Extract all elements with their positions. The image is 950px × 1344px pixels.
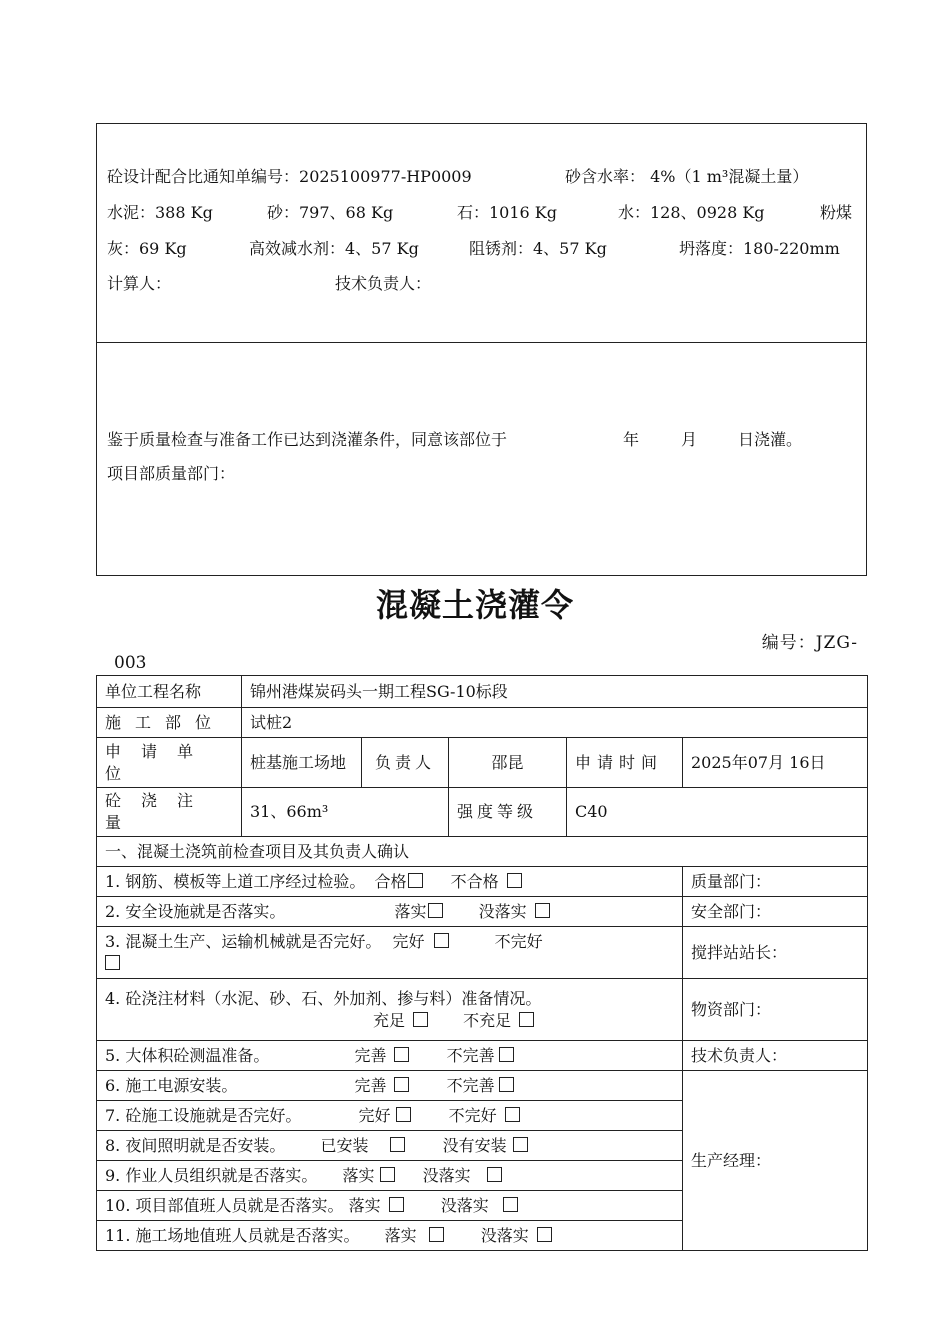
water-reducer-amount: 高效减水剂：4、57 Kg xyxy=(249,239,419,258)
check-item-8 xyxy=(97,1131,683,1161)
approval-text: 鉴于质量检查与准备工作已达到浇灌条件，同意该部位于 xyxy=(107,430,508,449)
unit-project-value: 锦州港煤炭码头一期工程SG-10标段 xyxy=(242,676,868,708)
check-item-2 xyxy=(97,897,683,927)
check-item-4 xyxy=(97,979,683,1041)
option-complete-label: 完善 xyxy=(354,1075,387,1095)
apply-unit-label-text: 申请单位 xyxy=(105,741,214,783)
check-row-3 xyxy=(97,927,868,979)
slump-range: 坍落度：180-220mm xyxy=(679,239,840,258)
cement-amount: 水泥：388 Kg xyxy=(107,203,213,222)
check-item-text: 11. 施工场地值班人员就是否落实。 xyxy=(105,1225,360,1245)
person-label: 负责人 xyxy=(362,738,449,788)
volume-value: 31、66m³ xyxy=(242,788,449,837)
apply-unit-label xyxy=(97,738,242,788)
flyash-label-a: 粉煤 xyxy=(820,203,853,222)
option-complete-label: 完善 xyxy=(354,1045,387,1065)
check-row-1 xyxy=(97,867,868,897)
part-label xyxy=(97,708,242,738)
complete-checkbox[interactable] xyxy=(394,1077,409,1092)
check-item-text: 7. 砼施工设施就是否完好。 xyxy=(105,1105,302,1125)
stone-amount: 石：1016 Kg xyxy=(457,203,558,222)
option-notdone-label: 没落实 xyxy=(440,1195,489,1215)
incomplete-checkbox[interactable] xyxy=(499,1077,514,1092)
resp-production-manager: 生产经理： xyxy=(683,1071,868,1251)
check-item-11 xyxy=(97,1221,683,1251)
part-label-text: 施工部位 xyxy=(105,712,226,732)
unit-project-label-text xyxy=(105,681,233,703)
good-checkbox[interactable] xyxy=(434,933,449,948)
option-good-label: 完好 xyxy=(358,1105,391,1125)
section-header: 一、混凝土浇筑前检查项目及其负责人确认 xyxy=(97,837,868,867)
check-item-9 xyxy=(97,1161,683,1191)
option-sufficient-label: 充足 xyxy=(373,1010,406,1030)
option-fail-label: 不合格 xyxy=(450,871,499,891)
row-application xyxy=(97,738,868,788)
approval-year: 年 xyxy=(623,430,640,449)
check-item-3 xyxy=(97,927,683,979)
check-item-text: 10. 项目部值班人员就是否落实。 xyxy=(105,1195,344,1215)
check-row-4 xyxy=(97,979,868,1041)
option-notgood-label: 不完好 xyxy=(494,931,543,951)
grade-value: C40 xyxy=(567,788,868,837)
option-done-label: 落实 xyxy=(384,1225,417,1245)
option-notgood-label: 不完好 xyxy=(448,1105,497,1125)
document-title: 混凝土浇灌令 xyxy=(375,586,574,624)
resp-mixing-station: 搅拌站站长： xyxy=(683,927,868,979)
option-installed-label: 已安装 xyxy=(320,1135,369,1155)
document-code xyxy=(762,628,858,653)
complete-checkbox[interactable] xyxy=(394,1047,409,1062)
check-item-text: 9. 作业人员组织就是否落实。 xyxy=(105,1165,318,1185)
row-section-header xyxy=(97,837,868,867)
option-notdone-label: 没落实 xyxy=(478,901,527,921)
apply-unit-value: 桩基施工场地 xyxy=(242,738,362,788)
good-checkbox[interactable] xyxy=(396,1107,411,1122)
resp-materials-dept: 物资部门： xyxy=(683,979,868,1041)
option-incomplete-label: 不完善 xyxy=(446,1075,495,1095)
check-row-2 xyxy=(97,897,868,927)
mix-line-1 xyxy=(107,164,472,187)
check-item-6 xyxy=(97,1071,683,1101)
row-volume xyxy=(97,788,868,837)
apply-time-value: 2025年07月 16日 xyxy=(683,738,868,788)
resp-tech-head: 技术负责人： xyxy=(683,1041,868,1071)
check-item-7 xyxy=(97,1101,683,1131)
check-item-text: 1. 钢筋、模板等上道工序经过检验。 xyxy=(105,871,366,891)
check-item-10 xyxy=(97,1191,683,1221)
option-good-label: 完好 xyxy=(392,931,425,951)
label-text: 单位工程名称 xyxy=(105,681,202,701)
notgood-checkbox[interactable] xyxy=(505,1107,520,1122)
pour-order-table xyxy=(96,675,868,1251)
code-prefix: JZG- xyxy=(815,633,858,653)
calculator-label: 计算人： xyxy=(107,274,172,293)
check-item-text: 5. 大体积砼测温准备。 xyxy=(105,1045,270,1065)
unit-project-label xyxy=(97,676,242,708)
person-value: 邵昆 xyxy=(449,738,567,788)
rust-inhibitor-amount: 阻锈剂：4、57 Kg xyxy=(469,239,607,258)
fail-checkbox[interactable] xyxy=(507,873,522,888)
quality-dept-label: 项目部质量部门： xyxy=(107,464,236,483)
installed-checkbox[interactable] xyxy=(390,1137,405,1152)
check-item-text: 4. 砼浇注材料（水泥、砂、石、外加剂、掺与料）准备情况。 xyxy=(105,988,542,1008)
approval-month: 月 xyxy=(681,430,698,449)
option-incomplete-label: 不完善 xyxy=(446,1045,495,1065)
option-notdone-label: 没落实 xyxy=(422,1165,471,1185)
incomplete-checkbox[interactable] xyxy=(499,1047,514,1062)
notdone-checkbox[interactable] xyxy=(487,1167,502,1182)
option-done-label: 落实 xyxy=(342,1165,375,1185)
resp-quality-dept: 质量部门： xyxy=(683,867,868,897)
mix-proportion-box xyxy=(96,123,867,343)
moisture-content: 砂含水率： 4%（1 m³混凝土量） xyxy=(565,167,809,186)
part-value: 试桩2 xyxy=(242,708,868,738)
done-checkbox[interactable] xyxy=(389,1197,404,1212)
option-done-label: 落实 xyxy=(394,901,427,921)
row-construction-part xyxy=(97,708,868,738)
sufficient-checkbox[interactable] xyxy=(413,1012,428,1027)
notdone-checkbox[interactable] xyxy=(535,903,550,918)
notinstalled-checkbox[interactable] xyxy=(513,1137,528,1152)
flyash-amount: 灰：69 Kg xyxy=(107,239,187,258)
water-amount: 水：128、0928 Kg xyxy=(618,203,765,222)
check-item-5 xyxy=(97,1041,683,1071)
approval-day: 日浇灌。 xyxy=(738,430,803,449)
code-label: 编号： xyxy=(761,633,816,653)
check-item-text: 6. 施工电源安装。 xyxy=(105,1075,238,1095)
option-done-label: 落实 xyxy=(348,1195,381,1215)
done-checkbox[interactable] xyxy=(429,1227,444,1242)
tech-head-label: 技术负责人： xyxy=(335,274,432,293)
option-notdone-label: 没落实 xyxy=(480,1225,529,1245)
insufficient-checkbox[interactable] xyxy=(519,1012,534,1027)
apply-time-label: 申请时间 xyxy=(567,738,683,788)
resp-safety-dept: 安全部门： xyxy=(683,897,868,927)
volume-label-text: 砼浇注量 xyxy=(105,791,214,832)
check-row-5 xyxy=(97,1041,868,1071)
check-item-text: 3. 混凝土生产、运输机械就是否完好。 xyxy=(105,931,382,951)
code-suffix: 003 xyxy=(114,653,147,673)
notice-label: 砼设计配合比通知单编号： xyxy=(107,167,300,186)
row-unit-project xyxy=(97,676,868,708)
done-checkbox[interactable] xyxy=(380,1167,395,1182)
pass-checkbox[interactable] xyxy=(408,873,423,888)
check-row-6 xyxy=(97,1071,868,1101)
done-checkbox[interactable] xyxy=(428,903,443,918)
check-item-text: 2. 安全设施就是否落实。 xyxy=(105,901,286,921)
notdone-checkbox[interactable] xyxy=(537,1227,552,1242)
approval-box xyxy=(96,342,867,576)
grade-label: 强度等级 xyxy=(449,788,567,837)
option-insufficient-label: 不充足 xyxy=(463,1010,512,1030)
notgood-checkbox[interactable] xyxy=(105,955,120,970)
option-pass-label: 合格 xyxy=(374,871,407,891)
option-notinstalled-label: 没有安装 xyxy=(442,1135,507,1155)
sand-amount: 砂：797、68 Kg xyxy=(267,203,394,222)
check-item-1 xyxy=(97,867,683,897)
volume-label xyxy=(97,788,242,837)
notice-number: 2025100977-HP0009 xyxy=(299,167,472,186)
check-item-text: 8. 夜间照明就是否安装。 xyxy=(105,1135,286,1155)
notdone-checkbox[interactable] xyxy=(503,1197,518,1212)
